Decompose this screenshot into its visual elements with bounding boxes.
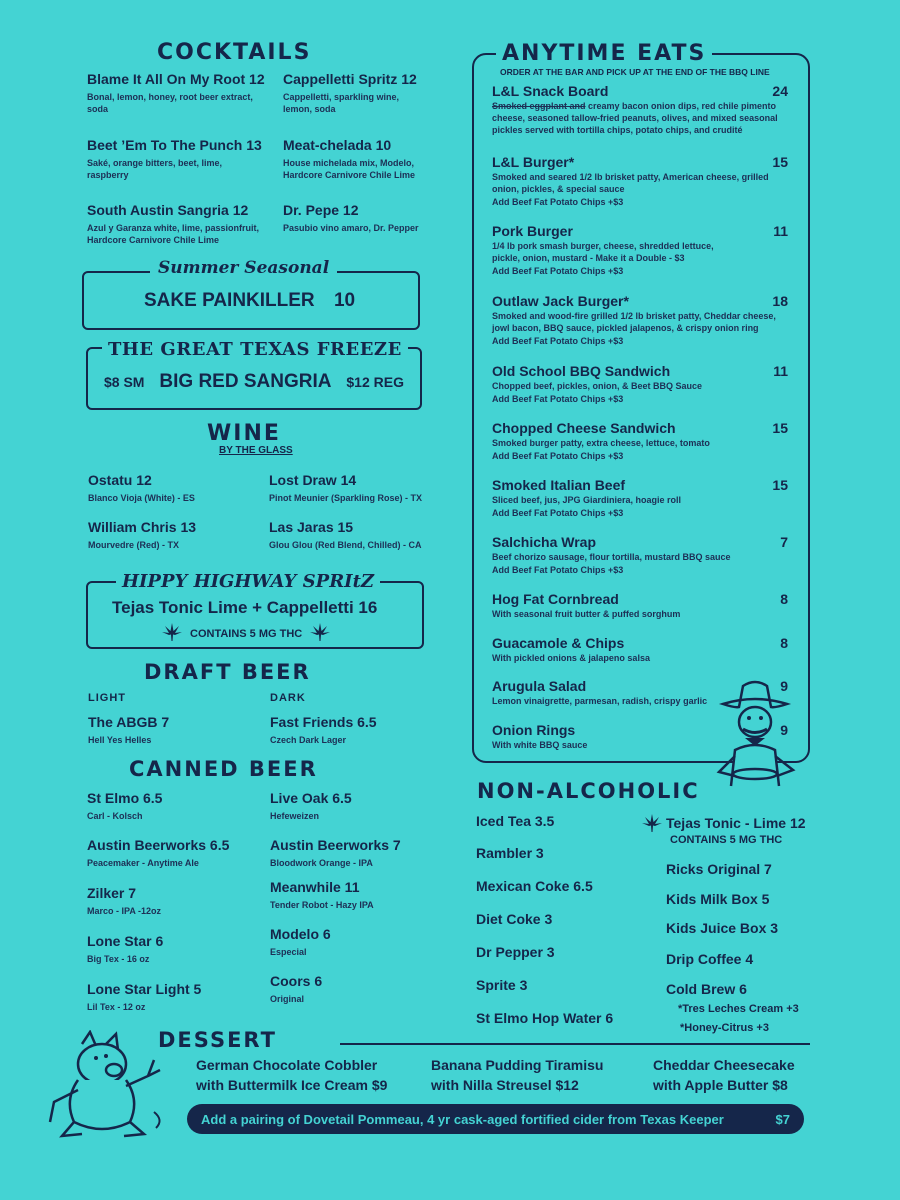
eats-name: Hog Fat Cornbread — [492, 591, 619, 607]
na-item: Kids Juice Box 3 — [666, 920, 779, 936]
na-item: St Elmo Hop Water 6 — [476, 1010, 614, 1026]
canned-name: Coors 6 — [270, 973, 323, 989]
wine-heading: WINE — [207, 421, 281, 446]
eats-name: Chopped Cheese Sandwich — [492, 420, 676, 436]
eats-item — [492, 293, 788, 347]
hippy-spritz-note-row — [160, 622, 332, 645]
hippy-spritz-item: Tejas Tonic Lime + Cappelletti 16 — [112, 598, 378, 617]
eats-price: 7 — [780, 534, 788, 550]
cocktail-desc: House michelada mix, Modelo, Hardcore Carnivore Chile Lime — [283, 158, 416, 180]
na-item: Dr Pepper 3 — [476, 944, 555, 960]
draft-name: The ABGB 7 — [88, 714, 170, 730]
canned-item — [87, 933, 163, 965]
cocktail-desc: Saké, orange bitters, beet, lime, raspberry — [87, 158, 223, 180]
eats-item — [492, 420, 788, 462]
canned-item — [87, 981, 201, 1013]
eats-desc: With seasonal fruit butter & puffed sorghum — [492, 609, 681, 619]
cocktail-item — [87, 137, 262, 181]
na-item: Diet Coke 3 — [476, 911, 553, 927]
eats-desc-text: creamy bacon onion dips, red chile pimento cheese, seasoned tallow-fried peanuts, olives, and mixed seasonal pickles served with tortilla chips, potato chips, and crudité — [492, 101, 778, 135]
eats-item — [492, 154, 788, 208]
freeze-row — [104, 371, 404, 393]
eats-price: 11 — [773, 363, 788, 379]
eats-addon: Add Beef Fat Potato Chips +$3 — [492, 336, 624, 346]
canned-name: Lone Star 6 — [87, 933, 164, 949]
cocktails-heading: COCKTAILS — [157, 40, 312, 65]
freeze-item: BIG RED SANGRIA — [159, 371, 332, 392]
wine-desc: Glou Glou (Red Blend, Chilled) - CA — [269, 540, 422, 550]
dessert-item — [196, 1055, 387, 1095]
summer-item-name: SAKE PAINKILLER — [144, 290, 315, 311]
dessert-divider — [340, 1043, 810, 1045]
eats-price: 15 — [772, 420, 788, 436]
canned-desc: Original — [270, 994, 305, 1004]
wine-item — [88, 519, 196, 551]
na-item: Ricks Original 7 — [666, 861, 772, 877]
wine-desc: Pinot Meunier (Sparkling Rose) - TX — [269, 493, 423, 503]
freeze-small-price: $8 SM — [104, 374, 145, 390]
eats-price: 8 — [780, 591, 788, 607]
eats-item — [492, 591, 788, 620]
cocktail-item — [283, 137, 423, 181]
eats-price: 8 — [780, 635, 788, 651]
canned-desc: Bloodwork Orange - IPA — [270, 858, 373, 868]
pairing-price: $7 — [775, 1111, 790, 1127]
cocktail-desc: Cappelletti, sparkling wine, lemon, soda — [283, 92, 400, 114]
eats-item — [492, 477, 788, 519]
eats-item — [492, 83, 788, 136]
canned-item — [270, 879, 374, 911]
na-tejas-note: CONTAINS 5 MG THC — [670, 834, 783, 846]
dessert-detail: with Nilla Streusel $12 — [431, 1077, 579, 1093]
dessert-name: Cheddar Cheesecake — [653, 1057, 795, 1073]
eats-addon: Add Beef Fat Potato Chips +$3 — [492, 394, 624, 404]
wine-name: Lost Draw 14 — [269, 472, 357, 488]
draft-desc: Czech Dark Lager — [270, 735, 347, 745]
cocktail-desc: Azul y Garanza white, lime, passionfruit, Hardcore Carnivore Chile Lime — [87, 223, 260, 245]
na-item: Kids Milk Box 5 — [666, 891, 770, 907]
eats-name: L&L Snack Board — [492, 83, 609, 99]
na-item: Sprite 3 — [476, 977, 528, 993]
eats-name: Arugula Salad — [492, 678, 587, 694]
eats-strike-text: Smoked eggplant and — [492, 101, 586, 111]
eats-addon: Add Beef Fat Potato Chips +$3 — [492, 197, 624, 207]
canned-item — [270, 790, 352, 822]
eats-desc: 1/4 lb pork smash burger, cheese, shredded lettuce, pickle, onion, mustard - Make it a Double - $3 — [492, 241, 714, 263]
na-item: Rambler 3 — [476, 845, 544, 861]
eats-addon: Add Beef Fat Potato Chips +$3 — [492, 508, 624, 518]
wine-item — [269, 472, 422, 504]
dessert-heading: DESSERT — [158, 1028, 277, 1052]
cannabis-leaf-icon — [640, 812, 664, 839]
na-tejas-tonic: Tejas Tonic - Lime 12 — [666, 815, 806, 831]
wine-subheading: BY THE GLASS — [219, 445, 293, 456]
draft-dark-label: DARK — [270, 692, 306, 704]
canned-desc: Hefeweizen — [270, 811, 320, 821]
na-item: Drip Coffee 4 — [666, 951, 754, 967]
eats-desc: Smoked and seared 1/2 lb brisket patty, American cheese, grilled onion, pickles, & special sauce — [492, 172, 769, 194]
wine-name: Ostatu 12 — [88, 472, 152, 488]
freeze-regular-price: $12 REG — [346, 374, 404, 390]
eats-desc: Smoked burger patty, extra cheese, lettuce, tomato — [492, 438, 710, 448]
cocktail-item — [87, 202, 272, 246]
wine-name: William Chris 13 — [88, 519, 197, 535]
canned-name: Modelo 6 — [270, 926, 331, 942]
canned-item — [87, 837, 229, 869]
canned-name: Austin Beerworks 7 — [270, 837, 401, 853]
eats-price: 9 — [780, 722, 788, 738]
canned-name: Lone Star Light 5 — [87, 981, 202, 997]
summer-seasonal-title: Summer Seasonal — [150, 258, 337, 278]
eats-name: Onion Rings — [492, 722, 576, 738]
eats-item — [492, 223, 788, 277]
na-addon: *Honey-Citrus +3 — [680, 1022, 769, 1034]
canned-name: Austin Beerworks 6.5 — [87, 837, 230, 853]
non-alcoholic-heading: NON-ALCOHOLIC — [477, 779, 700, 803]
wine-item — [88, 472, 195, 504]
draft-name: Fast Friends 6.5 — [270, 714, 377, 730]
draft-beer-heading: DRAFT BEER — [144, 660, 311, 684]
cocktail-desc: Pasubio vino amaro, Dr. Pepper — [283, 223, 419, 233]
cannabis-leaf-icon — [160, 622, 184, 645]
eats-addon: Add Beef Fat Potato Chips +$3 — [492, 565, 624, 575]
eats-name: Outlaw Jack Burger* — [492, 293, 629, 309]
eats-addon: Add Beef Fat Potato Chips +$3 — [492, 451, 624, 461]
eats-item — [492, 635, 788, 664]
cocktail-name: Meat-chelada 10 — [283, 137, 392, 153]
na-item: Cold Brew 6 — [666, 981, 747, 997]
summer-item-price: 10 — [333, 290, 356, 311]
canned-desc: Lil Tex - 12 oz — [87, 1002, 146, 1012]
hippy-spritz-title: HIPPY HIGHWAY SPRItZ — [116, 571, 380, 592]
dessert-item — [431, 1055, 603, 1095]
pig-illustration — [44, 1030, 176, 1147]
cocktail-name: Blame It All On My Root 12 — [87, 71, 265, 87]
pairing-banner — [187, 1104, 804, 1134]
dessert-detail: with Buttermilk Ice Cream $9 — [196, 1077, 388, 1093]
freeze-title: THE GREAT TEXAS FREEZE — [102, 339, 408, 360]
eats-desc: Lemon vinaigrette, parmesan, radish, crispy garlic — [492, 696, 708, 706]
canned-item — [87, 790, 162, 822]
canned-desc: Carl - Kolsch — [87, 811, 143, 821]
eats-desc: Chopped beef, pickles, onion, & Beet BBQ Sauce — [492, 381, 703, 391]
anytime-eats-heading: ANYTIME EATS — [496, 41, 712, 66]
eats-price: 15 — [772, 154, 788, 170]
dessert-detail: with Apple Butter $8 — [653, 1077, 788, 1093]
eats-name: Guacamole & Chips — [492, 635, 625, 651]
eats-price: 18 — [772, 293, 788, 309]
eats-price: 24 — [772, 83, 788, 99]
cocktail-item — [87, 71, 272, 115]
na-item: Iced Tea 3.5 — [476, 813, 555, 829]
hippy-spritz-note: CONTAINS 5 MG THC — [190, 627, 303, 640]
canned-desc: Marco - IPA -12oz — [87, 906, 162, 916]
canned-item — [270, 837, 401, 869]
cocktail-item — [283, 71, 423, 115]
draft-item — [270, 714, 377, 746]
cannabis-leaf-icon — [308, 622, 332, 645]
draft-light-label: LIGHT — [88, 692, 126, 704]
eats-price: 11 — [773, 223, 788, 239]
cocktail-name: Dr. Pepe 12 — [283, 202, 359, 218]
cocktail-name: Beet ’Em To The Punch 13 — [87, 137, 262, 153]
na-item: Mexican Coke 6.5 — [476, 878, 593, 894]
eats-name: L&L Burger* — [492, 154, 575, 170]
dessert-item — [653, 1055, 795, 1095]
canned-name: Zilker 7 — [87, 885, 137, 901]
eats-desc: With white BBQ sauce — [492, 740, 588, 750]
pairing-text: Add a pairing of Dovetail Pommeau, 4 yr cask-aged fortified cider from Texas Keeper — [201, 1111, 724, 1127]
canned-item — [270, 973, 322, 1005]
canned-item — [270, 926, 331, 958]
cocktail-name: South Austin Sangria 12 — [87, 202, 249, 218]
eats-desc: Beef chorizo sausage, flour tortilla, mustard BBQ sauce — [492, 552, 731, 562]
eats-item — [492, 363, 788, 405]
anytime-eats-subheading: ORDER AT THE BAR AND PICK UP AT THE END OF THE BBQ LINE — [500, 67, 770, 77]
eats-name: Smoked Italian Beef — [492, 477, 626, 493]
canned-desc: Especial — [270, 947, 307, 957]
eats-name: Old School BBQ Sandwich — [492, 363, 671, 379]
eats-item — [492, 534, 788, 576]
wine-name: Las Jaras 15 — [269, 519, 354, 535]
draft-desc: Hell Yes Helles — [88, 735, 152, 745]
canned-desc: Big Tex - 16 oz — [87, 954, 150, 964]
eats-price: 15 — [772, 477, 788, 493]
canned-desc: Tender Robot - Hazy IPA — [270, 900, 374, 910]
na-addon: *Tres Leches Cream +3 — [678, 1003, 799, 1015]
summer-item — [144, 290, 355, 312]
eats-name: Pork Burger — [492, 223, 573, 239]
eats-desc: Smoked and wood-fire grilled 1/2 lb brisket patty, Cheddar cheese, jowl bacon, BBQ sauce, pickled jalapenos, & crispy onion ring — [492, 311, 776, 333]
wine-item — [269, 519, 422, 551]
eats-addon: Add Beef Fat Potato Chips +$3 — [492, 266, 624, 276]
dessert-name: Banana Pudding Tiramisu — [431, 1057, 604, 1073]
canned-desc: Peacemaker - Anytime Ale — [87, 858, 199, 868]
canned-name: Meanwhile 11 — [270, 879, 360, 895]
wine-desc: Mourvedre (Red) - TX — [88, 540, 180, 550]
canned-name: Live Oak 6.5 — [270, 790, 352, 806]
cocktail-item — [283, 202, 428, 234]
canned-name: St Elmo 6.5 — [87, 790, 163, 806]
cocktail-desc: Bonal, lemon, honey, root beer extract, soda — [87, 92, 253, 114]
wine-desc: Blanco Vioja (White) - ES — [88, 493, 195, 503]
cowboy-illustration — [705, 680, 805, 793]
eats-desc: With pickled onions & jalapeno salsa — [492, 653, 650, 663]
eats-desc: Sliced beef, jus, JPG Giardiniera, hoagie roll — [492, 495, 682, 505]
dessert-name: German Chocolate Cobbler — [196, 1057, 378, 1073]
canned-beer-heading: CANNED BEER — [129, 757, 318, 781]
cocktail-name: Cappelletti Spritz 12 — [283, 71, 417, 87]
eats-name: Salchicha Wrap — [492, 534, 597, 550]
eats-price: 9 — [780, 678, 788, 694]
canned-item — [87, 885, 161, 917]
draft-item — [88, 714, 169, 746]
eats-desc — [492, 100, 788, 136]
